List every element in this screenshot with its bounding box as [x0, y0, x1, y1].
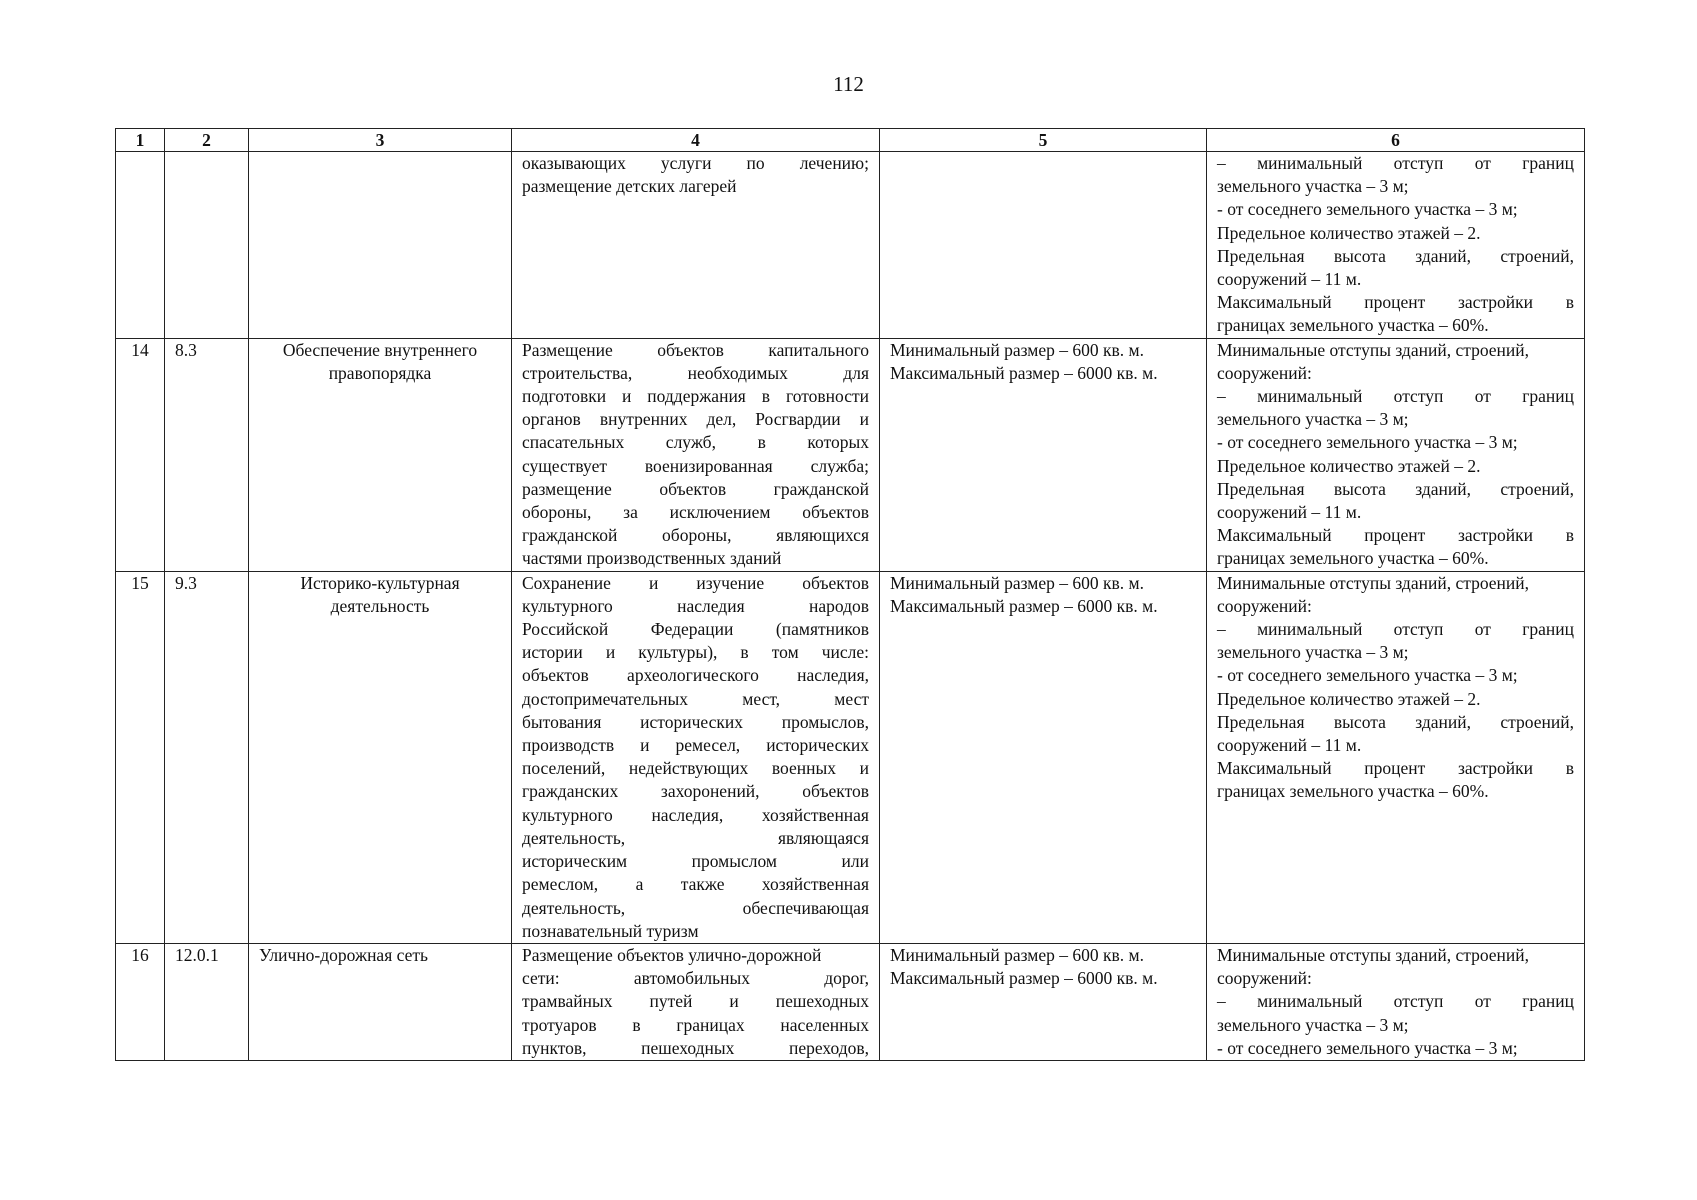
params-line: Предельная высота зданий, строений, — [1217, 245, 1574, 266]
description-line: производств и ремесел, исторических — [522, 735, 869, 756]
description-line: объектов археологического наследия, — [522, 665, 869, 686]
description-line: обороны, за исключением объектов — [522, 502, 869, 523]
params-line: Минимальные отступы зданий, строений, — [1217, 944, 1530, 965]
params-line: - от соседнего земельного участка – 3 м; — [1217, 665, 1518, 686]
description-line: деятельность, обеспечивающая — [522, 897, 869, 918]
description-line: пунктов, пешеходных переходов, — [522, 1037, 869, 1058]
description-line: спасательных служб, в которых — [522, 432, 869, 453]
row-name: Обеспечение внутреннего правопорядка — [249, 338, 512, 571]
description-line: деятельность, являющаяся — [522, 827, 869, 848]
description-line: частями производственных зданий — [522, 548, 782, 569]
size-min: Минимальный размер – 600 кв. м. — [890, 572, 1144, 593]
params-line: Предельная высота зданий, строений, — [1217, 711, 1574, 732]
row-size — [880, 571, 1207, 943]
column-header-3: 3 — [249, 129, 512, 152]
description-line: оказывающих услуги по лечению; — [522, 153, 869, 173]
table-row — [116, 152, 1585, 339]
params-line: – минимальный отступ от границ — [1217, 153, 1574, 173]
column-header-1: 1 — [116, 129, 165, 152]
params-line: – минимальный отступ от границ — [1217, 386, 1574, 407]
row-code: 8.3 — [165, 338, 249, 571]
row-description — [512, 943, 880, 1060]
params-line: земельного участка – 3 м; — [1217, 1014, 1409, 1035]
land-use-table — [115, 128, 1585, 1061]
description-line: сети: автомобильных дорог, — [522, 968, 869, 989]
description-line: истории и культуры), в том числе: — [522, 642, 869, 663]
description-line: размещение объектов гражданской — [522, 478, 869, 499]
params-line: Максимальный процент застройки в — [1217, 758, 1574, 779]
params-line: - от соседнего земельного участка – 3 м; — [1217, 199, 1518, 220]
params-line: земельного участка – 3 м; — [1217, 409, 1409, 430]
table-row — [116, 571, 1585, 943]
params-line: – минимальный отступ от границ — [1217, 991, 1574, 1012]
size-max: Максимальный размер – 6000 кв. м. — [890, 595, 1158, 616]
description-line: размещение детских лагерей — [522, 176, 737, 197]
table-row — [116, 943, 1585, 1060]
row-description — [512, 152, 880, 339]
params-line: Минимальные отступы зданий, строений, — [1217, 339, 1530, 360]
description-line: поселений, недействующих военных и — [522, 758, 869, 779]
params-line: – минимальный отступ от границ — [1217, 619, 1574, 640]
params-line: сооружений – 11 м. — [1217, 735, 1362, 756]
column-header-2: 2 — [165, 129, 249, 152]
params-line: Максимальный процент застройки в — [1217, 525, 1574, 546]
params-line: сооружений: — [1217, 362, 1312, 383]
row-name: Историко-культурная деятельность — [249, 571, 512, 943]
params-line: границах земельного участка – 60%. — [1217, 781, 1489, 802]
params-line: - от соседнего земельного участка – 3 м; — [1217, 1037, 1518, 1058]
params-line: земельного участка – 3 м; — [1217, 642, 1409, 663]
row-name — [249, 152, 512, 339]
params-line: Предельное количество этажей – 2. — [1217, 222, 1481, 243]
row-params — [1207, 943, 1585, 1060]
params-line: Предельное количество этажей – 2. — [1217, 455, 1481, 476]
description-line: познавательный туризм — [522, 920, 699, 941]
row-number: 15 — [116, 571, 165, 943]
description-line: гражданских захоронений, объектов — [522, 781, 869, 802]
params-line: сооружений: — [1217, 595, 1312, 616]
params-line: Максимальный процент застройки в — [1217, 292, 1574, 313]
description-line: культурного наследия, хозяйственная — [522, 804, 869, 825]
row-number: 16 — [116, 943, 165, 1060]
description-line: бытования исторических промыслов, — [522, 711, 869, 732]
description-line: органов внутренних дел, Росгвардии и — [522, 409, 869, 430]
row-code — [165, 152, 249, 339]
page-number: 112 — [833, 72, 864, 96]
column-header-6: 6 — [1207, 129, 1585, 152]
row-size — [880, 152, 1207, 339]
size-min: Минимальный размер – 600 кв. м. — [890, 339, 1144, 360]
row-description — [512, 571, 880, 943]
params-line: границах земельного участка – 60%. — [1217, 315, 1489, 336]
row-code: 12.0.1 — [165, 943, 249, 1060]
params-line: сооружений: — [1217, 968, 1312, 989]
params-line: Предельная высота зданий, строений, — [1217, 478, 1574, 499]
params-line: Минимальные отступы зданий, строений, — [1217, 572, 1530, 593]
description-line: гражданской обороны, являющихся — [522, 525, 869, 546]
description-line: трамвайных путей и пешеходных — [522, 991, 869, 1012]
size-min: Минимальный размер – 600 кв. м. — [890, 944, 1144, 965]
description-line: подготовки и поддержания в готовности — [522, 386, 869, 407]
table-header-row — [116, 129, 1585, 152]
description-line: историческим промыслом или — [522, 851, 869, 872]
description-line: ремеслом, а также хозяйственная — [522, 874, 869, 895]
description-line: существует военизированная служба; — [522, 455, 869, 476]
description-line: культурного наследия народов — [522, 595, 869, 616]
row-number: 14 — [116, 338, 165, 571]
description-line: Сохранение и изучение объектов — [522, 572, 869, 593]
row-code: 9.3 — [165, 571, 249, 943]
column-header-4: 4 — [512, 129, 880, 152]
row-size — [880, 338, 1207, 571]
params-line: - от соседнего земельного участка – 3 м; — [1217, 432, 1518, 453]
params-line: границах земельного участка – 60%. — [1217, 548, 1489, 569]
params-line: земельного участка – 3 м; — [1217, 176, 1409, 197]
row-size — [880, 943, 1207, 1060]
params-line: Предельное количество этажей – 2. — [1217, 688, 1481, 709]
row-number — [116, 152, 165, 339]
description-line: достопримечательных мест, мест — [522, 688, 869, 709]
description-line: Размещение объектов капитального — [522, 339, 869, 360]
size-max: Максимальный размер – 6000 кв. м. — [890, 362, 1158, 383]
row-params — [1207, 152, 1585, 339]
params-line: сооружений – 11 м. — [1217, 269, 1362, 290]
params-line: сооружений – 11 м. — [1217, 502, 1362, 523]
description-line: Российской Федерации (памятников — [522, 619, 869, 640]
size-max: Максимальный размер – 6000 кв. м. — [890, 968, 1158, 989]
description-line: тротуаров в границах населенных — [522, 1014, 869, 1035]
description-line: строительства, необходимых для — [522, 362, 869, 383]
row-params — [1207, 571, 1585, 943]
table-row — [116, 338, 1585, 571]
row-name: Улично-дорожная сеть — [249, 943, 512, 1060]
column-header-5: 5 — [880, 129, 1207, 152]
row-description — [512, 338, 880, 571]
description-line: Размещение объектов улично-дорожной — [522, 944, 822, 965]
row-params — [1207, 338, 1585, 571]
